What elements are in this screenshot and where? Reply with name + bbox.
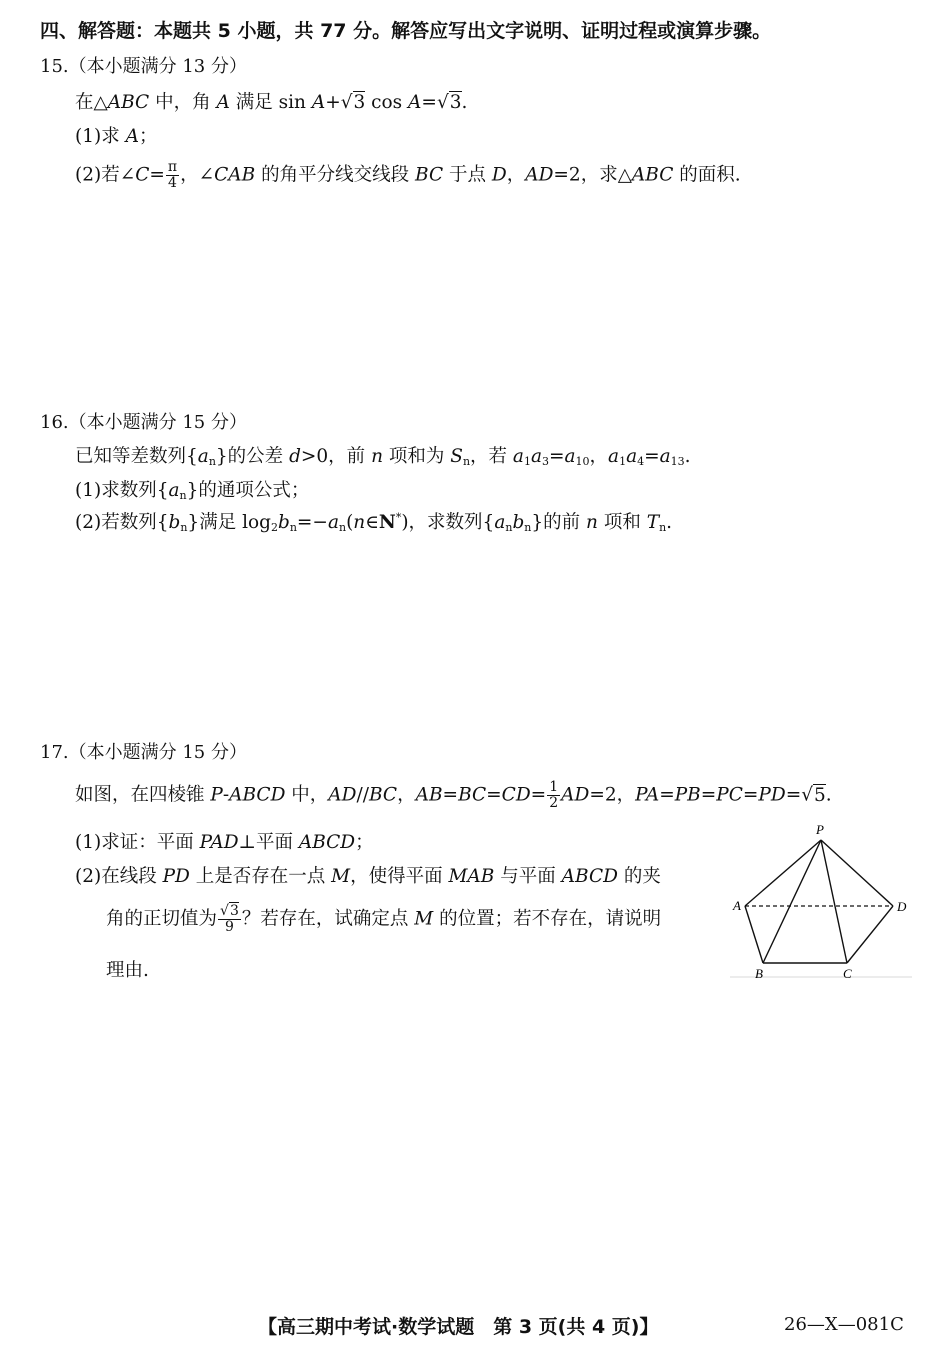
q17-header: 17.（本小题满分 15 分）: [40, 742, 247, 763]
q15-part2: (2)若∠C= $\frac{\pi}{4}$ ，∠CAB 的角平分线交线段 BC 于点 D，AD=2，求△ABC 的面积.: [75, 159, 741, 191]
label-d: D: [897, 899, 907, 914]
footer-code: 26—X—081C: [784, 1314, 904, 1335]
q16-stem: 已知等差数列$\{a_n\}$的公差 d>0，前 n 项和为 $S_n$，若 $a_1a_3=a_{10}$，$a_1a_4=a_{13}$.: [75, 446, 691, 468]
q16-header: 16.（本小题满分 15 分）: [40, 412, 247, 433]
pyramid-figure: [730, 822, 912, 984]
q15-header: 15.（本小题满分 13 分）: [40, 56, 247, 77]
edge-ab: [745, 906, 763, 963]
fraction-one-half: $\frac{1}{2}$: [549, 779, 559, 811]
section-title: 四、解答题：本题共 5 小题，共 77 分。解答应写出文字说明、证明过程或演算步骤。: [40, 20, 772, 42]
q17-part2-cont: 角的正切值为 $\frac{√3}{9}$ ？若存在，试确定点 M 的位置；若不存在，请说明: [106, 903, 662, 935]
label-a: A: [733, 898, 741, 913]
edge-pa: [745, 840, 821, 906]
q15-part1: (1)求 A；: [75, 126, 158, 147]
q17-part2: (2)在线段 PD 上是否存在一点 M，使得平面 MAB 与平面 ABCD 的夹: [75, 866, 661, 887]
fraction-sqrt3-over-9: $\frac{√3}{9}$: [220, 903, 239, 935]
q17-part2-end: 理由.: [106, 960, 149, 981]
q17-part1: (1)求证：平面 PAD⊥平面 ABCD；: [75, 832, 374, 853]
fraction-pi-over-4: $\frac{\pi}{4}$: [167, 159, 178, 191]
footer-title: 【高三期中考试·数学试题 第 3 页(共 4 页)】: [258, 1316, 659, 1338]
q17-stem: 如图，在四棱锥 P-ABCD 中，AD//BC，AB=BC=CD= $\frac{1}{2}$ AD=2，PA=PB=PC=PD=√5.: [75, 779, 832, 811]
edge-pd: [821, 840, 893, 906]
label-p: P: [816, 822, 824, 837]
edge-pb: [763, 840, 821, 963]
q16-part1: (1)求数列$\{a_n\}$的通项公式；: [75, 480, 310, 502]
label-b: B: [755, 966, 763, 981]
edge-cd: [847, 906, 893, 963]
q16-part2: (2)若数列$\{b_n\}$满足 $\log_2b_n=-a_n(n\in N^*)$，求数列$\{a_nb_n\}$的前 n 项和 $T_n$.: [75, 510, 673, 534]
edge-pc: [821, 840, 847, 963]
label-c: C: [843, 966, 852, 981]
q15-stem: 在△ABC 中，角 A 满足 sin A+√3 cos A=√3.: [75, 92, 468, 113]
